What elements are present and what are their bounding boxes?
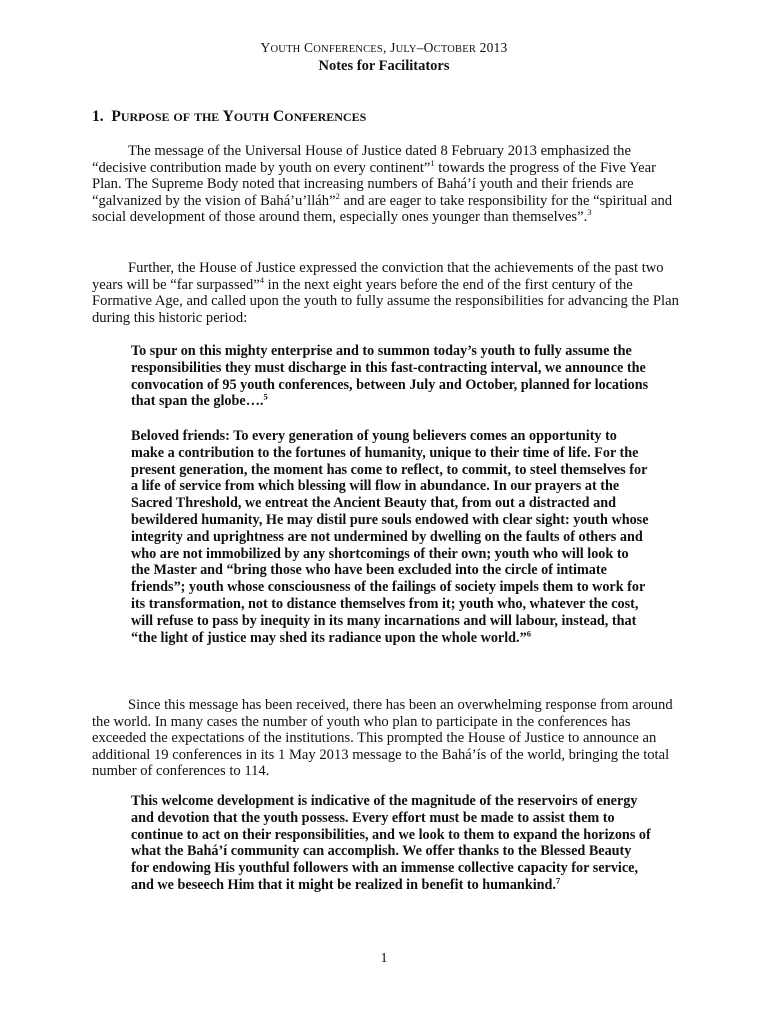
section-heading xyxy=(92,108,366,126)
paragraph-2-part-a: Further, the House of Justice expressed the conviction that the achievements of the past two years will be “far surpassed” xyxy=(92,260,664,293)
heading-word-1-initial: P xyxy=(111,108,121,125)
heading-word-5-rest: ONFERENCES xyxy=(284,110,367,124)
heading-word-5-initial: C xyxy=(273,108,285,125)
paragraph-2 xyxy=(92,260,682,326)
quotation-1-text: To spur on this mighty enterprise and to summon today’s youth to fully assume the responsibilities they must discharge in this fast-contracting interval, we announce the convocation of 95 youth conferences, between July and October, planned for locations that span the globe…. xyxy=(131,343,649,410)
running-header xyxy=(0,40,768,58)
heading-word-3: THE xyxy=(193,110,220,124)
heading-word-2: OF xyxy=(173,110,191,124)
header-initial-c: C xyxy=(304,40,314,55)
paragraph-1 xyxy=(92,143,682,226)
quotation-2 xyxy=(131,428,651,646)
footnote-ref-5: 5 xyxy=(263,391,268,402)
footnote-ref-2: 2 xyxy=(335,190,340,201)
page-subtitle: Notes for Facilitators xyxy=(318,58,450,74)
heading-word-4-initial: Y xyxy=(222,108,234,125)
heading-word-4-rest: OUTH xyxy=(233,110,270,124)
paragraph-2-part-b: in the next eight years before the end of the first century of the Formative Age, and called upon the youth to fully assume the responsibilities for advancing the Plan during this historic period: xyxy=(92,276,679,326)
header-initial-j: , J xyxy=(382,40,396,55)
header-text-onferences: ONFERENCES xyxy=(313,44,383,55)
header-text-uly: ULY xyxy=(395,44,417,55)
header-year: 2013 xyxy=(479,40,508,55)
quotation-3-text: This welcome development is indicative of the magnitude of the reservoirs of energy and devotion that the youth possess. Every effort must be made to assist them to continue to act on their responsibilities, and we look to them to expand the horizons of what the Bahá’í community can accomplish. We offer thanks to the Blessed Beauty for endowing His youthful followers with an immense collective capacity for service, and we beseech Him that it might be realized in benefit to humankind. xyxy=(131,793,651,893)
page-number: 1 xyxy=(380,951,388,966)
header-text-outh: OUTH xyxy=(270,44,301,55)
paragraph-1-part-a: The message of the Universal House of Justice dated 8 February 2013 emphasized the “decisive contribution made by youth on every continent” xyxy=(92,143,631,176)
footnote-ref-7: 7 xyxy=(555,875,561,886)
footnote-ref-4: 4 xyxy=(259,274,265,285)
paragraph-3 xyxy=(92,697,682,780)
heading-word-1-rest: URPOSE xyxy=(120,110,170,124)
header-initial-y: Y xyxy=(260,40,271,55)
paragraph-3-text: Since this message has been received, there has been an overwhelming response from around the world. In many cases the number of youth who plan to participate in the conferences has exceeded the expectations of the institutions. This prompted the House of Justice to announce an additional 19 conferences in its 1 May 2013 message to the Bahá’ís of the world, bringing the total number of conferences to 114. xyxy=(92,697,673,779)
quotation-3 xyxy=(131,793,651,894)
header-initial-o: –O xyxy=(416,40,434,55)
paragraph-1-part-c: and are eager to take responsibility for the “spiritual and social development of those around them, especially ones younger than themselves”. xyxy=(92,192,673,225)
paragraph-1-part-b: towards the progress of the Five Year Plan. The Supreme Body noted that increasing numbers of Bahá’í youth and their friends are “galvanized by the vision of Bahá’u’lláh” xyxy=(92,159,656,209)
section-number: 1. xyxy=(92,108,104,125)
footnote-ref-3: 3 xyxy=(587,207,592,218)
quotation-2-text: Beloved friends: To every generation of young believers comes an opportunity to make a contribution to the fortunes of humanity, unique to their time of life. For the present generation, the moment has come to reflect, to commit, to steel themselves for a life of service from which blessing will flow in abundance. In our prayers at the Sacred Threshold, we entreat the Ancient Beauty that, from out a distracted and bewildered humanity, He may distil pure souls endowed with clear sight: youth whose integrity and uprightness are not undermined by dwelling on the faults of others and who are not immobilized by any shortcomings of their own; youth who will look to the Master and “bring those who have been excluded into the circle of intimate friends”; youth whose consciousness of the failings of society impels them to work for its transformation, not to distance themselves from it; youth who, whatever the cost, will refuse to pass by inequity in its many incarnations and will labour, instead, that “the light of justice may shed its radiance upon the whole world.” xyxy=(131,428,649,646)
footnote-ref-1: 1 xyxy=(430,157,435,168)
footnote-ref-6: 6 xyxy=(526,627,531,638)
quotation-1 xyxy=(131,343,651,410)
header-text-ctober: CTOBER xyxy=(433,44,477,55)
